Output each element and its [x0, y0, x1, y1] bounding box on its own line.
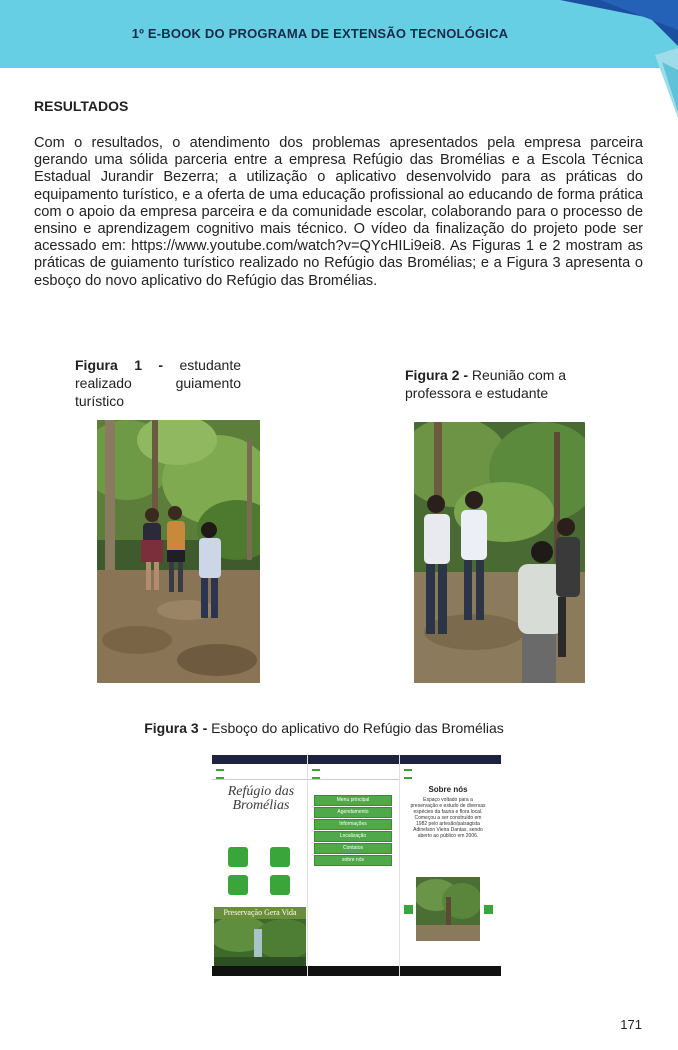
photo-meeting-outdoors-icon — [414, 422, 585, 683]
prev-arrow-icon[interactable] — [404, 905, 413, 914]
figure-2-text: Reunião com a professora e estudante — [405, 367, 567, 401]
app-logo: Refúgio das Bromélias — [227, 784, 295, 813]
page-number: 171 — [620, 1017, 642, 1032]
menu-item-contatos[interactable]: Contatos — [314, 843, 392, 854]
paragraph-text-2: . As Figuras 1 e 2 mostram as práticas de guiamento turístico realizado no Refúgio das Bromélias; e a Figura 3 apresenta o esboço do novo aplicativo do Refúgio das Bromélias. — [34, 238, 643, 289]
agenda-tile-icon — [228, 847, 248, 867]
hamburger-icon — [216, 769, 224, 779]
about-title: Sobre nós — [428, 785, 468, 794]
hamburger-icon — [404, 769, 412, 779]
about-text: Espaço voltado para a preservação e estudo de diversas espécies da fauna e flora local. Começou a ser construído em 1982 pelo artesão/paisagista Adinelson Vieira Dantas, sendo aberto ao público em 2006. — [410, 797, 486, 839]
figure-1-text: estudante realizado guiamento turístico — [75, 357, 241, 409]
garden-photo-icon — [416, 877, 480, 941]
phone-tile-icon — [228, 875, 248, 895]
figure-1-photo — [97, 420, 260, 683]
figure-1-caption — [75, 356, 241, 410]
figure-2-caption — [405, 366, 605, 402]
results-paragraph — [34, 135, 643, 290]
status-bar — [212, 755, 307, 764]
figure-3-label: Figura 3 - — [144, 720, 208, 736]
menu-item-sobre[interactable]: sobre nós — [314, 855, 392, 866]
menu-item-informacoes[interactable]: Informações — [314, 819, 392, 830]
figure-3-text: Esboço do aplicativo do Refúgio das Bromélias — [207, 720, 504, 736]
section-heading: RESULTADOS — [34, 98, 129, 114]
menu-item-localizacao[interactable]: Localização — [314, 831, 392, 842]
app-screen-home — [212, 755, 307, 976]
ebook-title: 1º E-BOOK DO PROGRAMA DE EXTENSÃO TECNOLÓGICA — [131, 26, 509, 41]
app-screen-about — [399, 755, 501, 976]
video-link[interactable]: https://www.youtube.com/watch?v=QYcHILi9ei8 — [131, 238, 442, 255]
status-bar — [308, 755, 400, 764]
preservation-banner: Preservação Gera Vida — [214, 907, 306, 919]
app-mockup-figure — [212, 755, 501, 976]
page-header — [0, 0, 678, 68]
photo-students-in-forest-icon — [97, 420, 260, 683]
nav-bar — [400, 966, 501, 976]
figure-2-label: Figura 2 - — [405, 367, 469, 383]
app-screen-menu — [307, 755, 400, 976]
nav-bar — [212, 966, 307, 976]
figure-3-caption — [0, 719, 648, 737]
status-bar — [400, 755, 501, 764]
nav-bar — [308, 966, 400, 976]
home-tile-icon — [270, 847, 290, 867]
hamburger-icon — [312, 769, 320, 779]
menu-item-main[interactable]: Menu principal — [314, 795, 392, 806]
next-arrow-icon[interactable] — [484, 905, 493, 914]
menu-item-agendamento[interactable]: Agendamento — [314, 807, 392, 818]
figure-2-photo — [414, 422, 585, 683]
paragraph-text-1: Com o resultados, o atendimento dos problemas apresentados pela empresa parceira gerando uma sólida parceria entre a empresa Refúgio das Bromélias e a Escola Técnica Estadual Jurandir Bezerra; a utilização o aplicativo desenvolvido para as práticas do equipamento turístico, e a oferta de uma educação profissional ao educando de forma prática com o apoio da empresa parceira e da comunidade escolar, colaborando para o processo de ensino e aprendizagem cognitivo mais técnico. O vídeo da finalização do projeto pode ser acessado em: — [34, 135, 643, 255]
waterfall-photo-icon — [214, 919, 306, 966]
figure-1-label: Figura 1 - — [75, 357, 164, 373]
mail-tile-icon — [270, 875, 290, 895]
divider — [212, 779, 307, 780]
divider — [308, 779, 400, 780]
